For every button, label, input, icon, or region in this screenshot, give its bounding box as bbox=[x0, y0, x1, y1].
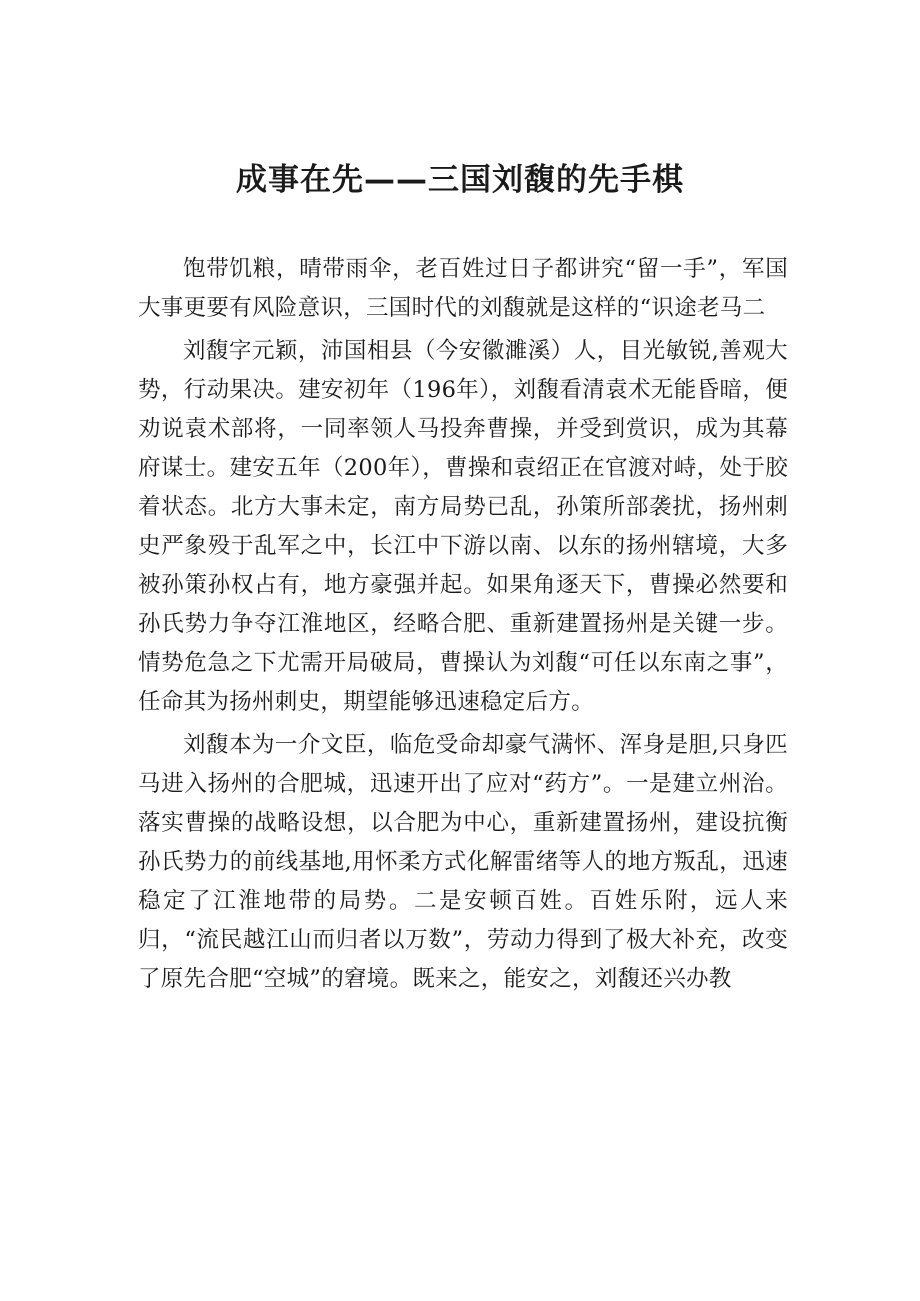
paragraph-3: 刘馥本为一介文臣，临危受命却豪气满怀、浑身是胆,只身匹马进入扬州的合肥城，迅速开出了应对“药方”。一是建立州治。落实曹操的战略设想，以合肥为中心，重新建置扬州，建设抗衡孙氏势力的前线基地,用怀柔方式化解雷绪等人的地方叛乱，迅速稳定了江淮地带的局势。二是安顿百姓。百姓乐附，远人来归，“流民越江山而归者以万数”，劳动力得到了极大补充，改变了原先合肥“空城”的窘境。既来之，能安之，刘馥还兴办教 bbox=[138, 732, 788, 992]
document-title: 成事在先——三国刘馥的先手棋 bbox=[236, 162, 684, 198]
paragraph-1: 饱带饥粮，晴带雨伞，老百姓过日子都讲究“留一手”，军国大事更要有风险意识，三国时代的刘馥就是这样的“识途老马二 bbox=[138, 256, 788, 321]
paragraph-2: 刘馥字元颖，沛国相县（今安徽濉溪）人，目光敏锐,善观大势，行动果决。建安初年（196年），刘馥看清袁术无能昏暗，便劝说袁术部将，一同率领人马投奔曹操，并受到赏识，成为其幕府谋士。建安五年（200年），曹操和袁绍正在官渡对峙，处于胶着状态。北方大事未定，南方局势已乱，孙策所部袭扰，扬州刺史严象殁于乱军之中，长江中下游以南、以东的扬州辖境，大多被孙策孙权占有，地方豪强并起。如果角逐天下，曹操必然要和孙氏势力争夺江淮地区，经略合肥、重新建置扬州是关键一步。情势危急之下尤需开局破局，曹操认为刘馥“可任以东南之事”，任命其为扬州刺史，期望能够迅速稳定后方。 bbox=[138, 338, 788, 715]
document-body bbox=[138, 250, 788, 999]
